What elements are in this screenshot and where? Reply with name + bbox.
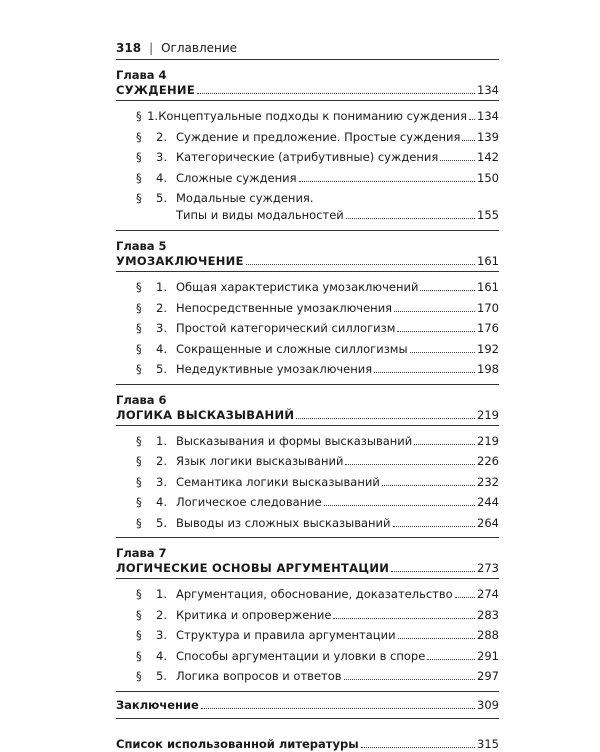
section-page: 291 [477, 648, 499, 663]
section-number: 2. [156, 300, 167, 315]
section-symbol: § [136, 433, 142, 448]
chapter-title: ЛОГИКА ВЫСКАЗЫВАНИЙ [116, 407, 295, 422]
chapter-title: СУЖДЕНИЕ [116, 83, 195, 97]
dot-leader [440, 160, 475, 161]
running-head-title: Оглавление [161, 41, 238, 55]
toc-entry-section[interactable] [116, 359, 499, 380]
section-title: Логическое следование [176, 495, 322, 509]
section-symbol: § [136, 109, 142, 123]
section-symbol: § [136, 300, 142, 315]
section-page: 170 [477, 300, 499, 315]
section-title-line: Модальные суждения. [176, 191, 314, 205]
section-number: 4. [156, 170, 167, 185]
section-title: Типы и виды модальностей [176, 208, 344, 222]
chapter-end-rule [116, 691, 499, 692]
toc-entry-section[interactable] [116, 188, 499, 226]
dot-leader [374, 372, 475, 373]
section-title: Простой категорический силлогизм [176, 321, 396, 335]
section-page: 226 [477, 454, 499, 468]
section-title: Способы аргументации и уловки в споре [176, 648, 426, 663]
section-title: Выводы из сложных высказываний [176, 515, 391, 530]
bibliography-page: 315 [477, 736, 499, 751]
toc-entry-section[interactable] [116, 431, 499, 452]
chapter-block [116, 546, 499, 692]
section-title: Критика и опровержение [176, 607, 332, 622]
section-number: 2. [156, 607, 167, 622]
chapter-title-entry[interactable] [116, 560, 499, 576]
section-number: 4. [156, 341, 167, 356]
dot-leader [462, 140, 475, 141]
section-title: Недедуктивные умозаключения [176, 362, 373, 376]
chapter-title-entry[interactable] [116, 253, 499, 269]
dot-leader [410, 352, 475, 353]
dot-leader [391, 571, 475, 572]
chapter-page: 219 [477, 407, 499, 422]
section-symbol: § [136, 321, 142, 335]
toc-entry-section[interactable] [116, 492, 499, 513]
section-title: Семантика логики высказываний [176, 474, 380, 489]
chapter-end-rule [116, 230, 499, 231]
section-title: Аргументация, обоснование, доказательство [176, 587, 453, 601]
section-number: 5. [156, 191, 167, 205]
section-list [116, 579, 499, 689]
section-page: 264 [477, 515, 499, 530]
section-number: 1. [156, 433, 167, 448]
section-page: 192 [477, 341, 499, 356]
toc-entry-section[interactable] [116, 513, 499, 534]
section-symbol: § [136, 474, 142, 489]
chapters-list [116, 68, 499, 692]
page-number: 318 [116, 41, 142, 55]
section-symbol: § [136, 170, 142, 185]
section-number: 1. [156, 587, 167, 601]
section-symbol: § [136, 191, 142, 205]
section-title: Суждение и предложение. Простые суждения [176, 129, 461, 144]
section-title: Логика вопросов и ответов [176, 669, 342, 683]
chapter-label: Глава 6 [116, 392, 167, 407]
toc-page [116, 40, 499, 752]
section-number: 3. [156, 150, 167, 164]
section-page: 142 [477, 150, 499, 164]
toc-entry-section[interactable] [116, 298, 499, 319]
toc-entry-section[interactable] [116, 318, 499, 339]
section-page: 288 [477, 628, 499, 642]
section-list [116, 272, 499, 382]
chapter-page: 161 [477, 254, 499, 268]
conclusion-title: Заключение [116, 697, 199, 712]
section-title: Высказывания и формы высказываний [176, 433, 413, 448]
dot-leader [197, 93, 475, 94]
section-number: 3. [156, 474, 167, 489]
dot-leader [361, 747, 475, 748]
section-page: 198 [477, 362, 499, 376]
section-symbol: § [136, 495, 142, 509]
section-page: 134 [477, 109, 499, 123]
dot-leader [393, 526, 476, 527]
section-symbol: § [136, 129, 142, 144]
dot-leader [345, 464, 475, 465]
section-title: Язык логики высказываний [176, 454, 344, 468]
dot-leader [344, 679, 476, 680]
toc-entry-section[interactable] [116, 339, 499, 360]
section-symbol: § [136, 341, 142, 356]
section-number: 3. [156, 321, 167, 335]
section-symbol: § [136, 628, 142, 642]
toc-entry-section[interactable] [116, 127, 499, 148]
dot-leader [398, 638, 475, 639]
dot-leader [469, 119, 475, 120]
dot-leader [296, 418, 475, 419]
section-number: 1. [156, 280, 167, 294]
conclusion-page: 309 [477, 697, 499, 712]
running-head [116, 40, 499, 56]
section-title: Общая характеристика умозаключений [176, 280, 419, 294]
section-title: Концептуальные подходы к пониманию суждения [158, 109, 468, 123]
dot-leader [333, 618, 475, 619]
bibliography-title: Список использованной литературы [116, 736, 359, 751]
dot-leader [427, 659, 475, 660]
section-number: 4. [156, 495, 167, 509]
section-title: Непосредственные умозаключения [176, 300, 393, 315]
conclusion-rule [116, 718, 499, 719]
section-symbol: § [136, 587, 142, 601]
chapter-page: 273 [477, 561, 499, 575]
section-page: 161 [477, 280, 499, 294]
dot-leader [299, 181, 476, 182]
section-list [116, 101, 499, 228]
chapter-title-entry[interactable] [116, 82, 499, 98]
section-page: 244 [477, 495, 499, 509]
section-page: 176 [477, 321, 499, 335]
section-symbol: § [136, 607, 142, 622]
section-title: Категорические (атрибутивные) суждения [176, 150, 439, 164]
toc-entry-section[interactable] [116, 666, 499, 687]
section-title: Структура и правила аргументации [176, 628, 396, 642]
section-number: 2. [156, 454, 167, 468]
section-number: 5. [156, 669, 167, 683]
dot-leader [382, 485, 475, 486]
section-page: 232 [477, 474, 499, 489]
toc-entry-conclusion[interactable] [116, 697, 499, 713]
section-list [116, 426, 499, 536]
chapter-block [116, 68, 499, 231]
section-number: 4. [156, 648, 167, 663]
section-page: 150 [477, 170, 499, 185]
chapter-page: 134 [477, 83, 499, 97]
chapter-label: Глава 4 [116, 68, 167, 82]
dot-leader [346, 218, 475, 219]
section-title: Сложные суждения [176, 170, 297, 185]
section-symbol: § [136, 150, 142, 164]
section-number: 2. [156, 129, 167, 144]
section-number: 1. [147, 109, 159, 123]
dot-leader [394, 311, 475, 312]
chapter-label: Глава 5 [116, 239, 167, 253]
section-page: 297 [477, 669, 499, 683]
section-symbol: § [136, 454, 142, 468]
section-page: 155 [477, 208, 499, 222]
section-page: 274 [477, 587, 499, 601]
section-number: 5. [156, 515, 167, 530]
section-page: 283 [477, 607, 499, 622]
dot-leader [414, 444, 475, 445]
toc-entry-section[interactable] [116, 584, 499, 605]
section-symbol: § [136, 280, 142, 294]
toc-entry-section[interactable] [116, 168, 499, 189]
toc-entry-section[interactable] [116, 472, 499, 493]
dot-leader [420, 290, 475, 291]
chapter-title: ЛОГИЧЕСКИЕ ОСНОВЫ АРГУМЕНТАЦИИ [116, 561, 390, 575]
chapter-label: Глава 7 [116, 546, 167, 560]
dot-leader [246, 264, 475, 265]
dot-leader [455, 597, 475, 598]
section-symbol: § [136, 362, 142, 376]
section-number: 3. [156, 628, 167, 642]
chapter-end-rule [116, 384, 499, 385]
toc-entry-section[interactable] [116, 277, 499, 298]
chapter-block [116, 239, 499, 385]
toc-entry-section[interactable] [116, 625, 499, 646]
toc-entry-section[interactable] [116, 451, 499, 472]
section-number: 5. [156, 362, 167, 376]
toc-entry-section[interactable] [116, 147, 499, 168]
chapter-end-rule [116, 537, 499, 538]
section-symbol: § [136, 648, 142, 663]
dot-leader [397, 331, 475, 332]
header-separator: | [149, 41, 154, 55]
header-rule [116, 59, 499, 60]
section-symbol: § [136, 669, 142, 683]
toc-entry-section[interactable] [116, 605, 499, 626]
toc-entry-section[interactable] [116, 646, 499, 667]
section-page: 139 [477, 129, 499, 144]
section-page: 219 [477, 433, 499, 448]
chapter-title-entry[interactable] [116, 407, 499, 423]
section-title: Сокращенные и сложные силлогизмы [176, 341, 408, 356]
dot-leader [324, 505, 475, 506]
chapter-block [116, 393, 499, 539]
section-symbol: § [136, 515, 142, 530]
dot-leader [201, 708, 475, 709]
toc-entry-bibliography[interactable] [116, 736, 499, 752]
toc-entry-section[interactable] [116, 106, 499, 127]
chapter-title: УМОЗАКЛЮЧЕНИЕ [116, 254, 244, 268]
